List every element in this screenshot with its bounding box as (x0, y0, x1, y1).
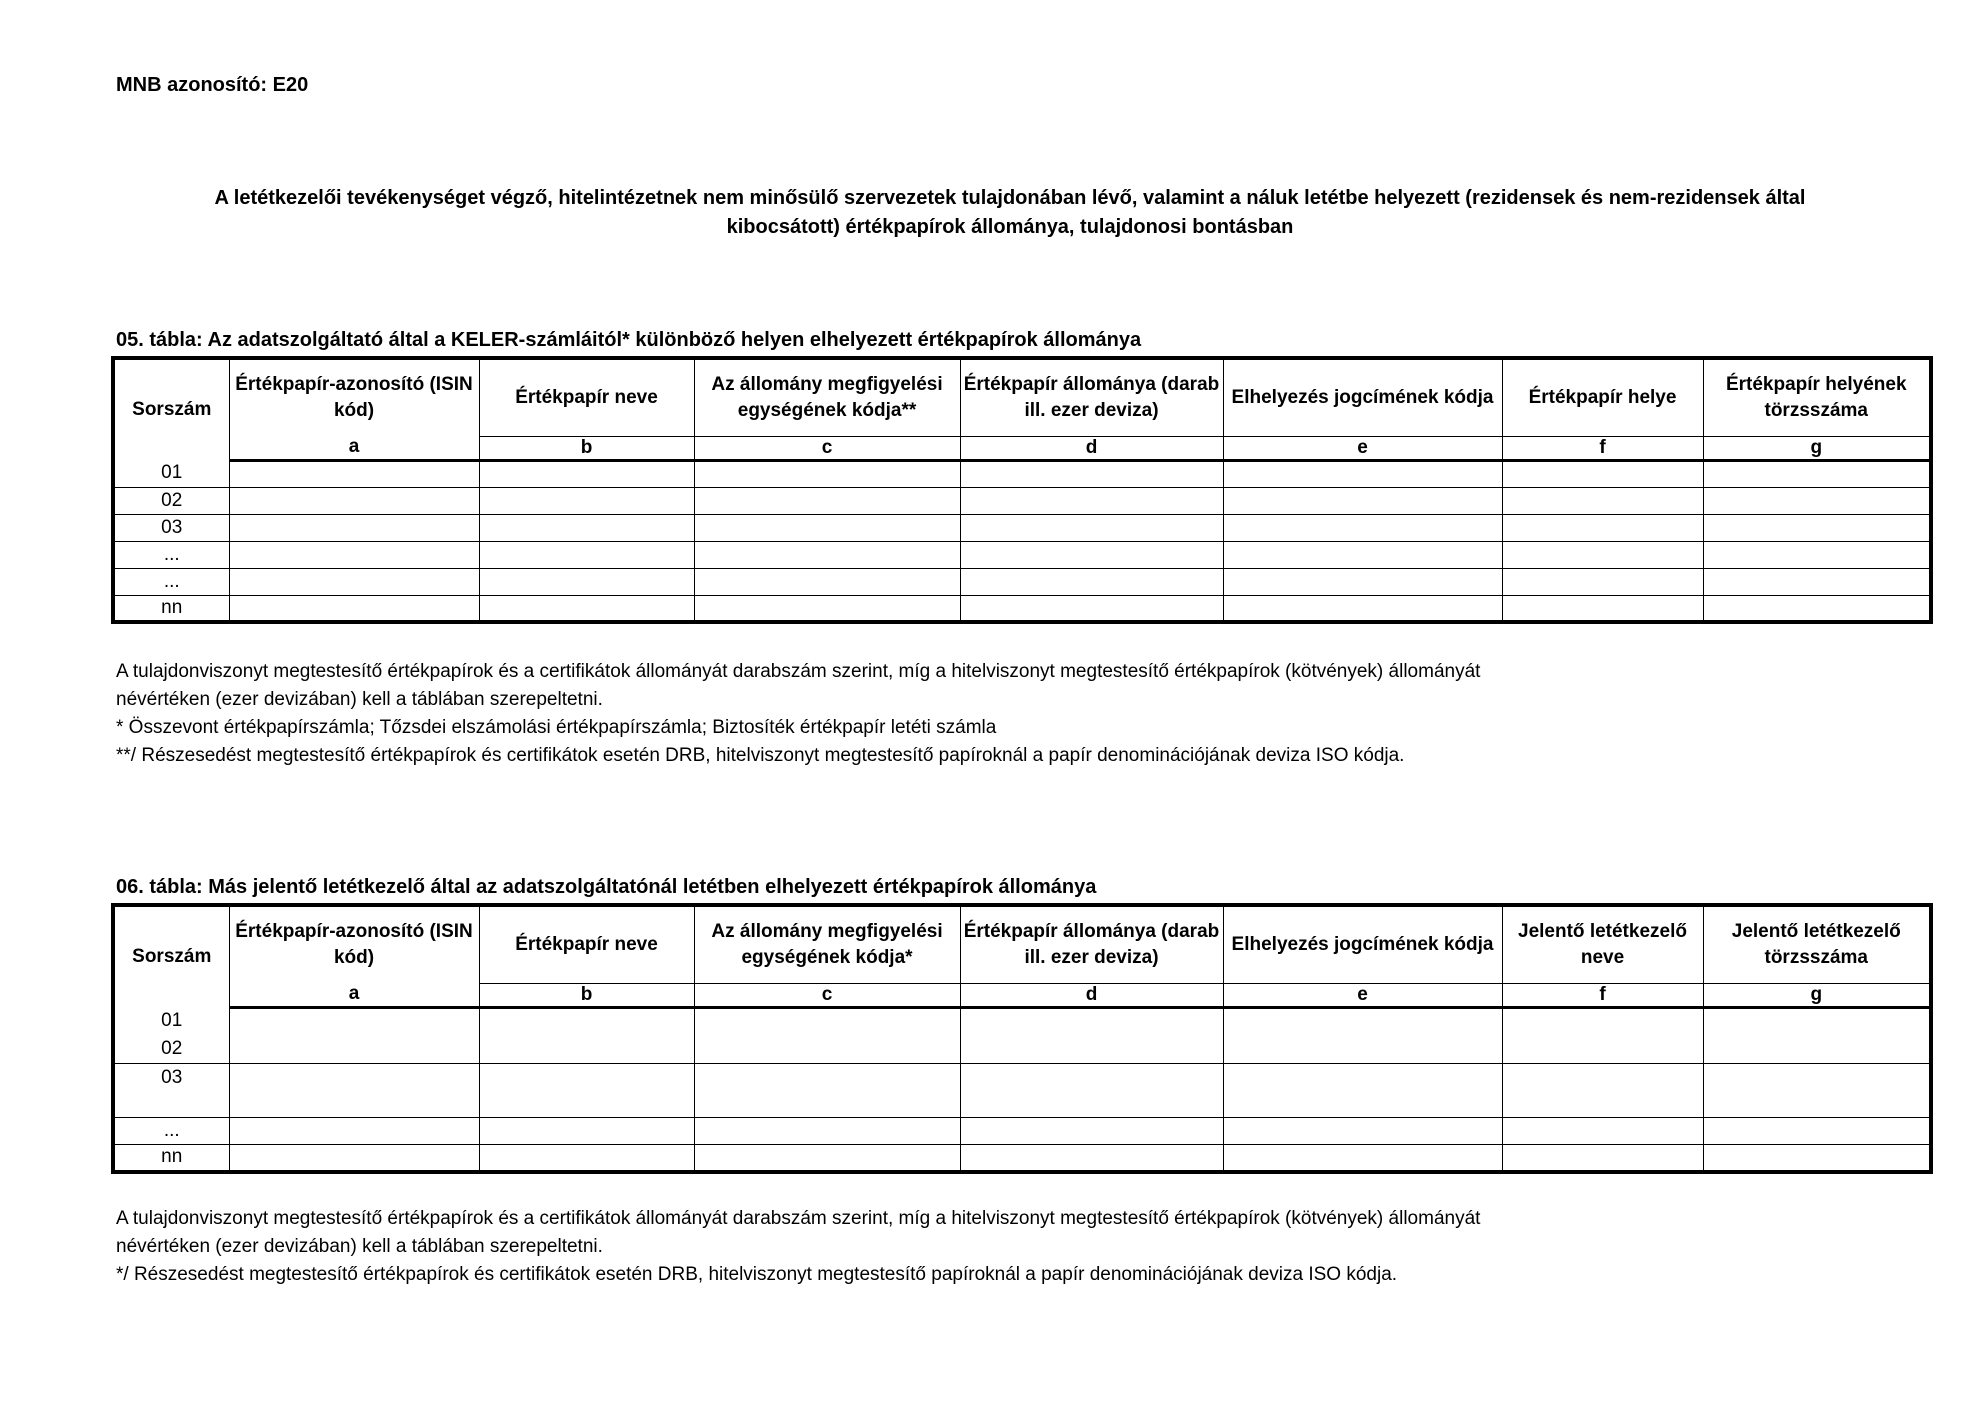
data-cell[interactable] (1502, 1064, 1703, 1118)
row-number: ... (113, 568, 229, 595)
data-cell[interactable] (694, 487, 960, 514)
column-letter: b (479, 983, 694, 1007)
column-letter: c (694, 436, 960, 460)
data-cell[interactable] (1223, 595, 1502, 622)
report-title-line-2: kibocsátott) értékpapírok állománya, tulajdonosi bontásban (726, 216, 1294, 238)
column-header-title-code: Elhelyezés jogcímének kódja (1223, 905, 1502, 983)
column-letter: g (1703, 983, 1931, 1007)
table-row (113, 568, 1931, 595)
column-letter: e (1223, 983, 1502, 1007)
data-cell[interactable] (479, 1118, 694, 1145)
data-cell[interactable] (1502, 595, 1703, 622)
table-06-title: 06. tábla: Más jelentő letétkezelő által az adatszolgáltatónál letétben elhelyezett értékpapírok állománya (116, 876, 1097, 898)
column-header-title-code: Elhelyezés jogcímének kódja (1223, 358, 1502, 436)
data-cell[interactable] (960, 487, 1223, 514)
column-header-isin: Értékpapír-azonosító (ISIN kód) (229, 905, 479, 983)
table-06-letter-row (113, 983, 1931, 1007)
column-letter: d (960, 983, 1223, 1007)
column-header-location-id: Értékpapír helyének törzsszáma (1703, 358, 1931, 436)
data-cell[interactable] (1502, 568, 1703, 595)
data-cell[interactable] (960, 568, 1223, 595)
table-05-header-row (113, 358, 1931, 436)
data-cell[interactable] (1223, 514, 1502, 541)
column-header-sorszam: Sorszám (113, 358, 229, 460)
data-cell[interactable] (1223, 460, 1502, 487)
data-cell[interactable] (694, 1007, 960, 1064)
data-cell[interactable] (479, 487, 694, 514)
table-05 (111, 356, 1933, 624)
data-cell[interactable] (960, 1007, 1223, 1064)
data-cell[interactable] (694, 1064, 960, 1118)
report-title (120, 184, 1900, 242)
row-number (113, 1007, 229, 1064)
note-line: névértéken (ezer devizában) kell a táblában szerepeltetni. (116, 1236, 603, 1257)
data-cell[interactable] (229, 1007, 479, 1064)
data-cell[interactable] (1223, 541, 1502, 568)
data-cell[interactable] (1703, 460, 1931, 487)
data-cell[interactable] (1502, 1118, 1703, 1145)
column-header-reporter-name: Jelentő letétkezelő neve (1502, 905, 1703, 983)
column-header-name: Értékpapír neve (479, 905, 694, 983)
report-title-line-1: A letétkezelői tevékenységet végző, hitelintézetnek nem minősülő szervezetek tulajdonában lévő, valamint a náluk letétbe helyezett (rezidensek és nem-rezidensek által (214, 187, 1806, 209)
column-header-unit-code: Az állomány megfigyelési egységének kódja* (694, 905, 960, 983)
data-cell[interactable] (1502, 1145, 1703, 1172)
table-06-notes (116, 1205, 1480, 1289)
data-cell[interactable] (479, 595, 694, 622)
footnote-unit-code: **/ Részesedést megtestesítő értékpapírok és certifikátok esetén DRB, hitelviszonyt megtestesítő papíroknál a papír denominációjának deviza ISO kódja. (116, 745, 1405, 766)
column-letter: c (694, 983, 960, 1007)
table-row (113, 1145, 1931, 1172)
table-05-letter-row (113, 436, 1931, 460)
table-row (113, 595, 1931, 622)
note-line: névértéken (ezer devizában) kell a táblában szerepeltetni. (116, 689, 603, 710)
data-cell[interactable] (1502, 514, 1703, 541)
column-letter: g (1703, 436, 1931, 460)
data-cell[interactable] (229, 595, 479, 622)
data-cell[interactable] (694, 568, 960, 595)
row-number-03: 03 (161, 1067, 183, 1088)
row-number (113, 1064, 229, 1118)
column-header-isin: Értékpapír-azonosító (ISIN kód) (229, 358, 479, 436)
data-cell[interactable] (694, 460, 960, 487)
row-number: 03 (113, 514, 229, 541)
data-cell[interactable] (479, 568, 694, 595)
data-cell[interactable] (1703, 1007, 1931, 1064)
column-header-location: Értékpapír helye (1502, 358, 1703, 436)
data-cell[interactable] (1223, 1007, 1502, 1064)
table-05-title: 05. tábla: Az adatszolgáltató által a KELER-számláitól* különböző helyen elhelyezett értékpapírok állománya (116, 329, 1142, 351)
data-cell[interactable] (229, 568, 479, 595)
data-cell[interactable] (1223, 1118, 1502, 1145)
data-cell[interactable] (960, 595, 1223, 622)
note-line: A tulajdonviszonyt megtestesítő értékpapírok és a certifikátok állományát darabszám szerint, míg a hitelviszonyt megtestesítő értékpapírok (kötvények) állományát (116, 661, 1481, 682)
data-cell[interactable] (1703, 541, 1931, 568)
data-cell[interactable] (479, 460, 694, 487)
data-cell[interactable] (1703, 487, 1931, 514)
row-number-02: 02 (161, 1038, 183, 1059)
data-cell[interactable] (694, 1118, 960, 1145)
row-number: ... (113, 1118, 229, 1145)
data-cell[interactable] (479, 514, 694, 541)
table-row (113, 1118, 1931, 1145)
data-cell[interactable] (1223, 1145, 1502, 1172)
data-cell[interactable] (960, 460, 1223, 487)
column-header-name: Értékpapír neve (479, 358, 694, 436)
data-cell[interactable] (229, 541, 479, 568)
table-row (113, 1007, 1931, 1064)
column-letter: b (479, 436, 694, 460)
column-header-holdings: Értékpapír állománya (darab ill. ezer deviza) (960, 905, 1223, 983)
data-cell[interactable] (960, 514, 1223, 541)
data-cell[interactable] (1703, 1064, 1931, 1118)
table-row (113, 1064, 1931, 1118)
row-number: 02 (113, 487, 229, 514)
data-cell[interactable] (1703, 1118, 1931, 1145)
data-cell[interactable] (479, 541, 694, 568)
row-number: 01 (113, 460, 229, 487)
data-cell[interactable] (479, 1007, 694, 1064)
column-letter: f (1502, 436, 1703, 460)
data-cell[interactable] (960, 1064, 1223, 1118)
data-cell[interactable] (1502, 541, 1703, 568)
table-06 (111, 903, 1933, 1174)
data-cell[interactable] (229, 487, 479, 514)
table-row (113, 541, 1931, 568)
data-cell[interactable] (1703, 514, 1931, 541)
data-cell[interactable] (229, 1118, 479, 1145)
data-cell[interactable] (1502, 487, 1703, 514)
table-row (113, 460, 1931, 487)
data-cell[interactable] (1223, 1064, 1502, 1118)
data-cell[interactable] (479, 1064, 694, 1118)
data-cell[interactable] (1223, 487, 1502, 514)
data-cell[interactable] (960, 1118, 1223, 1145)
table-06-header-row (113, 905, 1931, 983)
column-header-unit-code: Az állomány megfigyelési egységének kódja** (694, 358, 960, 436)
data-cell[interactable] (1703, 595, 1931, 622)
column-letter: a (229, 436, 479, 460)
column-letter: d (960, 436, 1223, 460)
data-cell[interactable] (1502, 460, 1703, 487)
data-cell[interactable] (1502, 1007, 1703, 1064)
column-header-holdings: Értékpapír állománya (darab ill. ezer deviza) (960, 358, 1223, 436)
data-cell[interactable] (960, 1145, 1223, 1172)
table-row (113, 514, 1931, 541)
data-cell[interactable] (694, 595, 960, 622)
data-cell[interactable] (1703, 1145, 1931, 1172)
footnote-unit-code: */ Részesedést megtestesítő értékpapírok és certifikátok esetén DRB, hitelviszonyt megtestesítő papíroknál a papír denominációjának deviza ISO kódja. (116, 1264, 1398, 1285)
column-letter: a (229, 983, 479, 1007)
data-cell[interactable] (229, 514, 479, 541)
data-cell[interactable] (694, 514, 960, 541)
column-header-sorszam: Sorszám (113, 905, 229, 1007)
table-row (113, 487, 1931, 514)
footnote-accounts: * Összevont értékpapírszámla; Tőzsdei elszámolási értékpapírszámla; Biztosíték értékpapír letéti számla (116, 717, 997, 738)
data-cell[interactable] (694, 541, 960, 568)
data-cell[interactable] (1223, 568, 1502, 595)
table-05-notes (116, 658, 1480, 770)
data-cell[interactable] (479, 1145, 694, 1172)
row-number: nn (113, 1145, 229, 1172)
note-line: A tulajdonviszonyt megtestesítő értékpapírok és a certifikátok állományát darabszám szerint, míg a hitelviszonyt megtestesítő értékpapírok (kötvények) állományát (116, 1208, 1481, 1229)
column-header-reporter-id: Jelentő letétkezelő törzsszáma (1703, 905, 1931, 983)
data-cell[interactable] (1703, 568, 1931, 595)
row-number: nn (113, 595, 229, 622)
data-cell[interactable] (960, 541, 1223, 568)
column-letter: f (1502, 983, 1703, 1007)
column-letter: e (1223, 436, 1502, 460)
row-number-01: 01 (161, 1010, 183, 1031)
data-cell[interactable] (229, 460, 479, 487)
row-number: ... (113, 541, 229, 568)
mnb-identifier: MNB azonosító: E20 (116, 74, 309, 96)
data-cell[interactable] (229, 1145, 479, 1172)
data-cell[interactable] (694, 1145, 960, 1172)
data-cell[interactable] (229, 1064, 479, 1118)
